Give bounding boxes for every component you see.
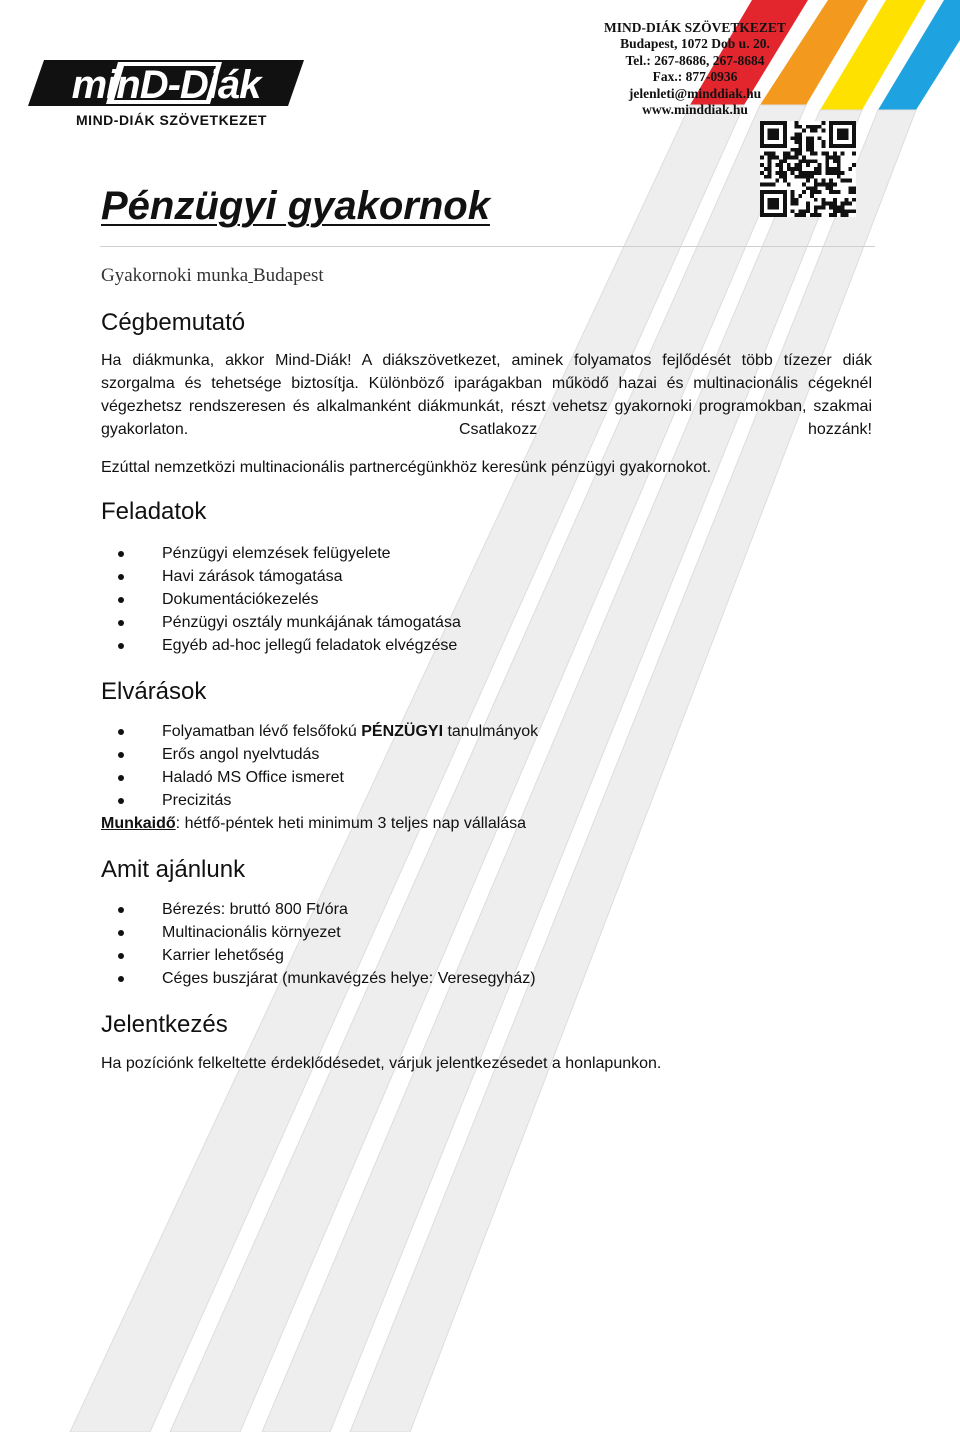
list-item: Dokumentációkezelés [101, 588, 872, 611]
list-item: Egyéb ad-hoc jellegű feladatok elvégzése [101, 634, 872, 657]
contact-block [575, 20, 815, 118]
section-heading-company: Cégbemutató [101, 309, 246, 336]
company-intro: Ezúttal nemzetközi multinacionális partnercégünkhöz keresünk pénzügyi gyakornokot. [101, 459, 712, 476]
section-requirements [101, 675, 872, 835]
requirements-list [101, 720, 872, 812]
list-item: Erős angol nyelvtudás [101, 743, 872, 766]
section-heading-requirements: Elvárások [101, 678, 207, 705]
contact-company: MIND-DIÁK SZÖVETKEZET [604, 20, 786, 35]
job-subtitle [101, 264, 324, 288]
list-item: Haladó MS Office ismeret [101, 766, 872, 789]
logo-subtitle: MIND-DIÁK SZÖVETKEZET [76, 112, 267, 128]
requirement-text-end: tanulmányok [443, 723, 539, 740]
job-type: Gyakornoki munka [101, 265, 249, 286]
section-apply [101, 1008, 872, 1075]
job-content [101, 306, 872, 1075]
contact-web[interactable]: www.minddiak.hu [642, 102, 748, 118]
tasks-list [101, 542, 872, 657]
apply-text: Ha pozíciónk felkeltette érdeklődésedet, várjuk jelentkezésedet a honlapunkon. [101, 1055, 662, 1072]
section-heading-offer: Amit ajánlunk [101, 856, 246, 883]
contact-email[interactable]: jelenleti@minddiak.hu [628, 85, 762, 101]
worktime-line [101, 812, 872, 835]
requirement-emphasis: PÉNZÜGYI [361, 723, 444, 740]
page-title: Pénzügyi gyakornok [101, 184, 490, 228]
section-company [101, 306, 872, 479]
company-logo [26, 28, 311, 136]
list-item: Pénzügyi osztály munkájának támogatása [101, 611, 872, 634]
list-item: Multinacionális környezet [101, 921, 872, 944]
title-divider [100, 246, 875, 247]
job-location: Budapest [252, 265, 324, 286]
section-heading-tasks: Feladatok [101, 498, 207, 525]
contact-tel: Tel.: 267-8686, 267-8684 [625, 52, 765, 68]
list-item: Precizitás [101, 789, 872, 812]
section-tasks [101, 495, 872, 657]
qr-code[interactable] [760, 121, 856, 217]
worktime-label: Munkaidő [101, 815, 176, 832]
contact-address: Budapest, 1072 Dob u. 20. [620, 36, 770, 52]
company-description: Ha diákmunka, akkor Mind-Diák! A diákszövetkezet, aminek folyamatos fejlődését több tízezer diák szorgalma és tehetsége biztosítja. Különböző iparágakban működő hazai és multinacionális cégeknél végezhetsz rendszeresen és alkalmanként diákmunkát, részt vehetsz gyakornoki programokban, szakmai gyakorlaton. Csatlakozz hozzánk! [101, 352, 872, 438]
list-item: Céges buszjárat (munkavégzés helye: Veresegyház) [101, 967, 872, 990]
logo-wordmark: minD-Diák [71, 63, 261, 107]
worktime-text: : hétfő-péntek heti minimum 3 teljes nap vállalása [175, 815, 527, 832]
list-item: Pénzügyi elemzések felügyelete [101, 542, 872, 565]
list-item: Bérezés: bruttó 800 Ft/óra [101, 898, 872, 921]
list-item [101, 720, 872, 743]
section-heading-apply: Jelentkezés [101, 1011, 228, 1038]
section-offer [101, 853, 872, 990]
contact-fax: Fax.: 877-0936 [652, 69, 738, 85]
list-item: Havi zárások támogatása [101, 565, 872, 588]
requirement-text: Folyamatban lévő felsőfokú [162, 723, 362, 740]
list-item: Karrier lehetőség [101, 944, 872, 967]
offer-list [101, 898, 872, 990]
